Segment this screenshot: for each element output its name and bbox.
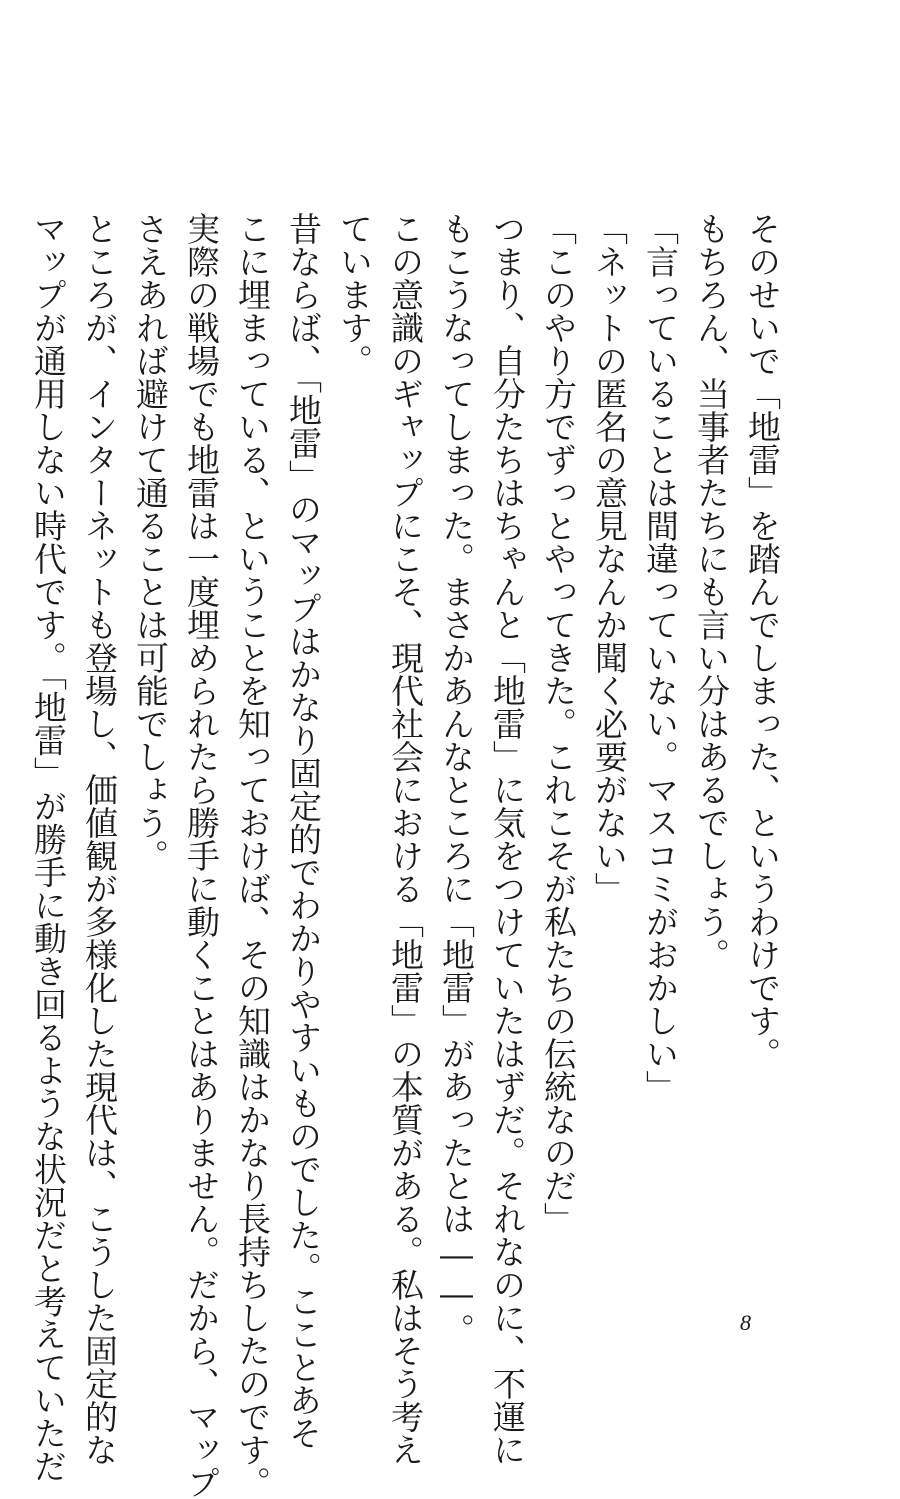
text-line-13: さえあれば避けて通ることは可能でしょう。 (131, 212, 170, 872)
text-line-10: 昔ならば、「地雷」のマップはかなり固定的でわかりやすいものでした。こことあそ (284, 212, 323, 1450)
text-line-7: もこうなってしまった。まさかあんなところに「地雷」があったとは――。 (437, 212, 476, 1346)
vertical-text-body (23, 212, 788, 1499)
page-number: 8 (740, 1310, 751, 1335)
text-line-8: この意識のギャップにこそ、現代社会における「地雷」の本質がある。私はそう考え (386, 212, 425, 1466)
text-line-4: 「ネットの匿名の意見なんか聞く必要がない」 (590, 212, 629, 905)
text-line-9: ています。 (335, 212, 374, 377)
text-line-1: そのせいで「地雷」を踏んでしまった、というわけです。 (743, 212, 782, 1070)
text-line-6: つまり、自分たちはちゃんと「地雷」に気をつけていたはずだ。それなのに、不運に (488, 212, 527, 1466)
text-line-12: 実際の戦場でも地雷は一度埋められたら勝手に動くことはありません。だから、マップ (182, 212, 221, 1499)
text-line-3: 「言っていることは間違っていない。マスコミがおかしい」 (641, 212, 680, 1103)
text-line-5: 「このやり方でずっとやってきた。これこそが私たちの伝統なのだ」 (539, 212, 578, 1235)
text-line-15: マップが通用しない時代です。「地雷」が勝手に動き回るような状況だと考えていただ (29, 212, 68, 1483)
text-line-14: ところが、インターネットも登場し、価値観が多様化した現代は、こうした固定的な (80, 212, 119, 1466)
text-line-2: もちろん、当事者たちにも言い分はあるでしょう。 (692, 212, 731, 971)
text-line-11: こに埋まっている、ということを知っておけば、その知識はかなり長持ちしたのです。 (233, 212, 272, 1499)
